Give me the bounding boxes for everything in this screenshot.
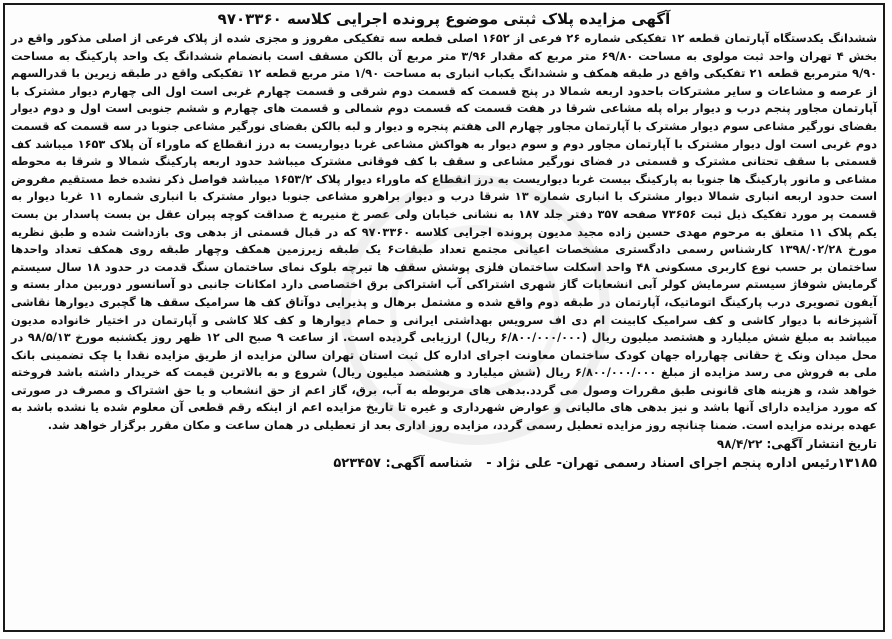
publish-date: تاریخ انتشار آگهی: ۹۸/۴/۲۲ <box>716 436 877 451</box>
notice-title: آگهی مزایده پلاک ثبتی موضوع پرونده اجرایی کلاسه ۹۷۰۳۳۶۰ <box>217 10 671 28</box>
notice-footer <box>11 453 877 475</box>
notice-frame <box>3 3 885 632</box>
footer-notice-id: شناسه آگهی: ۵۲۳۴۵۷ <box>333 455 473 471</box>
footer-signature: ۱۳۱۸۵رئیس اداره پنجم اجرای اسناد رسمی تهران- علی نژاد - <box>486 455 877 471</box>
notice-body: ششدانگ یکدستگاه آپارتمان قطعه ۱۲ تفکیکی شماره ۲۶ فرعی از ۱۶۵۲ اصلی قطعه سه تفکیکی مفروز و مجزی شده از پلاک فرعی از اصلی مذکور واقع در بخش ۴ تهران واحد ثبت مولوی به مساحت ۶۹/۸۰ متر مربع که مقدار ۳/۹۶ متر مربع آن بالکن مسقف است بانضمام ششدانگ یک واحد پارکینگ به مساحت ۹/۹۰ مترمربع قطعه ۲۱ تفکیکی واقع در طبقه همکف و ششدانگ یکباب انباری به مساحت ۱/۹۰ متر مربع قطعه ۱۲ تفکیکی واقع در طبقه زیرین با قدرالسهم از عرصه و مشاعات و سایر مشترکات باحدود اربعه شمالا در پنج قسمت که قسمت دوم شرقی و قسمت چهارم غربی است اول الی چهارم دیوار مشترک با آپارتمان مجاور پنجم درب و دیوار براه پله مشاعی شرقا در هفت قسمت که قسمت دوم شمالی و قسمت های چهارم و ششم جنوبی است اول و دوم دیوار بفضای نورگیر مشاعی سوم دیوار مشترک با آپارتمان مجاور چهارم الی هفتم پنجره و دیوار و لبه بالکن بفضای نورگیر مشاعی جنوبا در سه قسمت که قسمت دوم غربی است اول دیوار مشترک با آپارتمان مجاور دوم و سوم دیوار به هواکش مشاعی غربا دیواریست به درز انقطاع که ماوراء آن پلاک ۱۶۵۳ میباشد کف قسمتی با سقف تحتانی مشترک و قسمتی در فضای نورگیر مشاعی و سقف با کف فوقانی مشترک میباشد حدود اربعه پارکینگ شمالا و شرقا به محوطه مشاعی و مانور پارکینگ ها جنوبا به پارکینگ بیست غربا دیواریست به درز انقطاع که ماوراء دیوار پلاک ۱۶۵۳/۲ میباشد فواصل ذکر نشده خط مستقیم مفروض است حدود اربعه انباری شمالا دیوار مشترک با انباری شماره ۱۳ شرقا درب و دیوار براهرو مشاعی جنوبا دیوار مشترک با انباری شماره ۱۱ غربا دیوار به قسمت پر مورد تفکیک ذیل ثبت ۷۳۶۵۶ صفحه ۳۵۷ دفتر جلد ۱۸۷ به نشانی خیابان ولی عصر خ منیریه خ صداقت کوچه پیران عقل بن بست پاسدار بن بست یکم پلاک ۱۱ متعلق به مرحوم مهدی حسین زاده مجید مدیون پرونده اجرایی کلاسه ۹۷۰۳۳۶۰ که در قبال قسمتی از بدهی وی بازداشت شده و طبق نظریه مورخ ۱۳۹۸/۰۲/۲۸ کارشناس رسمی دادگستری مشخصات اعیانی مجتمع تعداد طبقات۶ یک طبقه زیرزمین همکف وچهار طبقه روی همکف تعداد واحدها ساختمان بر حسب نوع کاربری مسکونی ۴۸ واحد اسکلت ساختمان فلزی پوشش سقف ها تیرچه بلوک نمای ساختمان سنگ قدمت در حدود ۱۸ سال سیستم گرمایش شوفاژ سیستم سرمایش کولر آبی انشعابات گاز شهری اشتراکی آب اشتراکی برق اختصاصی دارد امکانات جانبی دو آسانسور دوربین مدار بسته و آیفون تصویری درب پارکینگ اتوماتیک، آپارتمان در طبقه دوم واقع شده و مشتمل برهال و پذیرایی دوآتاق کف ها سرامیک سقف ها گچبری دیوارها نقاشی آشپزخانه با دیوار کاشی و کف سرامیک کابینت ام دی اف سرویس بهداشتی ایرانی و حمام دیوارها و کف کلا کاشی و آپارتمان در اختیار خانواده مدیون میباشد به مبلغ شش میلیارد و هشتصد میلیون ریال (۶/۸۰۰/۰۰۰/۰۰۰ ریال) ارزیابی گردیده است. از ساعت ۹ صبح الی ۱۲ ظهر روز یکشنبه مورخ ۹۸/۵/۱۳ در محل میدان ونک خ حقانی چهارراه جهان کودک ساختمان معاونت اجرای اداره کل ثبت استان تهران سالن مزایده از طریق مزایده نقدا یا چک تضمینی بانک ملی به فروش می رسد مزایده از مبلغ ۶/۸۰۰/۰۰۰/۰۰۰ ریال (شش میلیارد و هشتصد میلیون ریال) شروع و به بالاترین قیمت که خریدار داشته باشد فروخته خواهد شد، و هزینه های قانونی طبق مقررات وصول می گردد.بدهی های مربوطه به آب، برق، گاز اعم از حق انشعاب و یا حق اشتراک و مصرف در صورتی که مورد مزایده دارای آنها باشد و نیز بدهی های مالیاتی و عوارض شهرداری و غیره تا تاریخ مزایده اعم از اینکه رقم قطعی آن معلوم شده یا نشده باشد به عهده برنده مزایده است. ضمنا چنانچه روز مزایده تعطیل رسمی گردد، مزایده روز اداری بعد از تعطیلی در همان ساعت و مکان مقرر برگزار خواهد شد. <box>11 32 878 433</box>
